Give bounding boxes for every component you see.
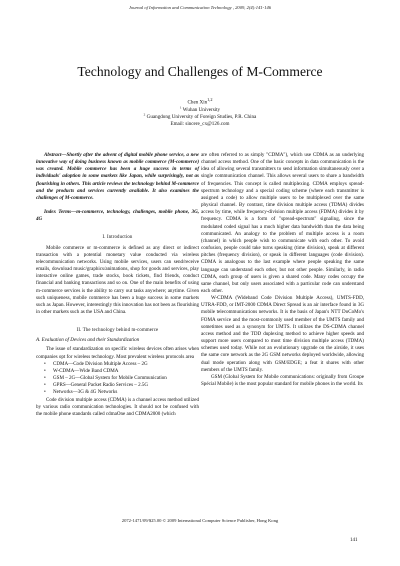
cdma-continued-paragraph: are often referred to as simply "CDMA"), which use CDMA as an underlying channel access method. One of the basic concepts in data communication is the idea of allowing several transmitters to send information simultaneously over a single communication channel. This allows several users to share a bandwidth of frequencies. This concept is called multiplexing. CDMA employs spread-spectrum technology and a special coding scheme (where each transmitter is assigned a code) to allow multiple users to be multiplexed over the same physical channel. By contrast, time division multiple access (TDMA) divides access by time, while frequency-division multiple access (FDMA) divides it by frequency. CDMA is a form of "spread-spectrum" signaling, since the modulated coded signal has a much higher data bandwidth than the data being communicated. An analogy to the problem of multiple access is a room (channel) in which people wish to communicate with each other. To avoid confusion, people could take turns speaking (time division), speak at different pitches (frequency division), or speak in different languages (code division). CDMA is analogous to the last example where people speaking the same language can understand each other, but not other people. Similarly, in radio CDMA, each group of users is given a shared code. Many codes occupy the same channel, but only users associated with a particular code can understand each other. (201, 152, 364, 294)
copyright-footer: 2072-1471/09/$25.00 © 2009 International Computer Science Publisher, Hong Kong (121, 518, 279, 523)
abstract-text: Shortly after the advent of digital mobile phone service, a new innovative way of doing business known as mobile commerce (M-commerce) was created. Mobile commerce has been a huge success in terms of individuals' adoption in some markets like Japan, while surprisingly, not as flourishing in others. This article reviews the technology behind M-commerce and the products and services currently available. It also examines the challenges of M-commerce. (36, 152, 199, 201)
subsection-heading-a: A. Evaluation of Devices and their Standardization (36, 337, 140, 344)
affiliation-1: $^1$ Wuhan University (179, 105, 221, 113)
paper-title: Technology and Challenges of M-Commerce (77, 64, 323, 79)
introduction-paragraph: Mobile commerce or m-commerce is defined as any direct or indirect transaction with a potential monetary value conducted via wireless telecommunication networks. Using mobile services, users can send/receive emails, download music/graphics/animations, shop for goods and services, play interactive online games, trade stocks, book tickets, find friends, conduct financial and banking transactions and so on. One of the main benefits of using m-commerce services is the ability to carry out tasks anywhere; anytime. Given such uniqueness, mobile commerce has been a huge success in some markets such as Japan. However, interestingly this innovation has not been as flourishing in other markets such as the USA and China. (36, 244, 199, 315)
index-terms-text: —m-commerce, technology, challenges, mobile phone, 3G, 4G (36, 209, 199, 223)
section-heading-technology: II. The technology behind m-commerce (76, 328, 159, 334)
author-name-line (0, 96, 400, 107)
list-item: • GSM – 2G—Global System for Mobile Communication (44, 375, 199, 382)
affiliation-2: $^2$ Guangdong University of Foreign Studies, P.R. China (143, 112, 257, 120)
page-number: 141 (350, 538, 358, 543)
journal-header: Journal of Information and Communication Technology , 2009, 2(4):141-146 (128, 5, 272, 10)
author-name-sup: 1,2 (207, 97, 213, 102)
index-terms (36, 209, 199, 223)
list-item: • CDMA—Code Division Multiple Access – 2G (44, 361, 199, 368)
right-column (201, 152, 364, 388)
section-heading-introduction: I. Introduction (102, 235, 133, 241)
author-block (0, 96, 400, 128)
list-item: • GPRS—General Packet Radio Services – 2.5G (44, 382, 199, 389)
abstract-label: Abstract— (44, 152, 67, 158)
protocol-list (44, 361, 199, 397)
standardization-paragraph: The issue of standardization on specific wireless devices often arises when companies opt for wireless technology. Most prevalent wireless protocols area (36, 346, 199, 360)
wcdma-paragraph: W-CDMA (Wideband Code Division Multiple Access), UMTS-FDD, UTRA-FDD, or IMT-2000 CDMA Direct Spread is an air interface found in 3G mobile telecommunications networks. It is the basis of Japan's NTT DoCoMo's FOMA service and the most-commonly used member of the UMTS family and sometimes used as a synonym for UMTS. It utilizes the DS-CDMA channel access method and the TDD duplexing method to achieve higher speeds and support more users compared to most time division multiple access (TDMA) schemes used today. While not an evolutionary upgrade on the airside, it uses the same core network as the 2G GSM networks deployed worldwide, allowing dual mode operation along with GSM/EDGE; a feat it shares with other members of the UMTS family. (201, 295, 364, 373)
left-column (36, 152, 199, 418)
author-email: Email: sincere_cx@126.com (170, 120, 230, 127)
author-name: Chen Xin (187, 99, 208, 106)
list-item: • W-CDMA—Wide Band CDMA (44, 368, 199, 375)
gsm-paragraph: GSM (Global System for Mobile communications: originally from Groupe Spécial Mobile) is the most popular standard for mobile phones in the world. Its (201, 373, 364, 387)
abstract (36, 152, 199, 202)
cdma-paragraph: Code division multiple access (CDMA) is a channel access method utilized by various radio communication technologies. It should not be confused with the mobile phone standards called cdmaOne and CDMA2000 (which (36, 396, 199, 417)
index-terms-label: Index Terms (44, 209, 72, 216)
list-item: • Networks—3G & 4G Networks (44, 389, 199, 396)
